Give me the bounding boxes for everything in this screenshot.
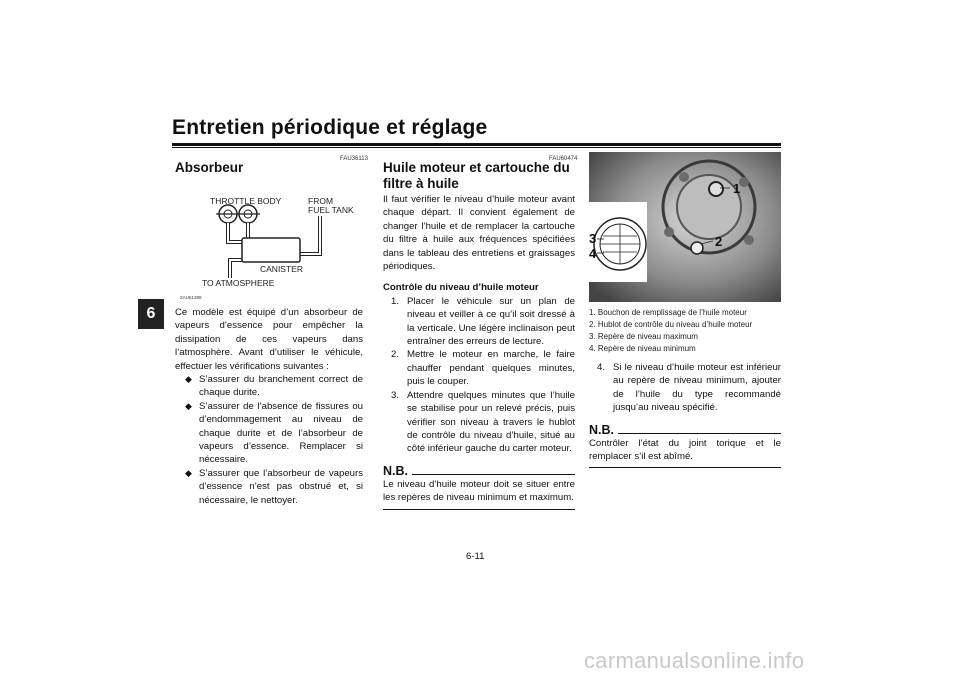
- subhead-oil-level: Contrôle du niveau d’huile moteur: [383, 282, 539, 294]
- bullet-icon: ◆: [185, 467, 192, 478]
- section-title-absorbeur: Absorbeur: [175, 160, 244, 175]
- label-canister: CANISTER: [260, 264, 303, 274]
- watermark: carmanualsonline.info: [584, 648, 805, 673]
- legend-item: 3. Repère de niveau maximum: [589, 332, 698, 341]
- section-code-absorbeur: FAU36113: [340, 156, 368, 162]
- spacer: [383, 273, 575, 281]
- step-number: 1.: [391, 295, 400, 307]
- bolt: [739, 177, 749, 187]
- note-text: Contrôler l’état du joint torique et le remplacer s’il est abîmé.: [589, 437, 781, 463]
- figure-legend: [589, 307, 781, 355]
- huile-intro: Il faut vérifier le niveau d’huile moteur avant chaque départ. Il convient également de changer l’huile et de remplacer la cartouche du filtre à huile aux fréquences spécifiées dans le tableau des entretiens et graissages périodiques.: [383, 194, 575, 273]
- hose-atmosphere: [230, 260, 244, 278]
- spacer: [589, 415, 781, 423]
- spacer: [383, 456, 575, 464]
- step-number: 4.: [597, 362, 606, 373]
- page-title: Entretien périodique et réglage: [172, 116, 488, 139]
- figure-body: [589, 361, 781, 468]
- header-rule-thin: [172, 147, 781, 148]
- callout-1: 1: [733, 181, 741, 196]
- section-code-huile: FAU60474: [549, 156, 578, 162]
- huile-body: [383, 193, 575, 510]
- bullet-text: S’assurer de l’absence de fissures ou d’endommagement au niveau de chaque durite et de l’absorbeur de vapeurs d’essence. Remplacer si nécessaire.: [199, 400, 363, 466]
- bolt: [744, 235, 754, 245]
- oil-check-steps: [383, 295, 575, 456]
- hose-atmosphere-inner: [230, 260, 244, 278]
- list-item: [383, 295, 575, 349]
- list-item: [383, 389, 575, 456]
- note-label: N.B.: [383, 463, 408, 478]
- bullet-text: S’assurer du branchement correct de chaque durite.: [199, 374, 363, 399]
- bullet-icon: ◆: [185, 374, 192, 385]
- bolt: [664, 227, 674, 237]
- bullet-icon: ◆: [185, 400, 192, 411]
- callout-3: 3: [589, 231, 597, 246]
- list-item: [175, 400, 363, 467]
- hose-fuel-tank-inner: [300, 216, 320, 254]
- step-number: 3.: [391, 389, 400, 401]
- absorbeur-intro: Ce modèle est équipé d’un absorbeur de vapeurs d’essence pour empêcher la dissipation de ces vapeurs dans l’atmosphère. Avant d’utiliser le véhicule, effectuer les vérifications suivantes :: [175, 307, 363, 372]
- note-text: Le niveau d’huile moteur doit se situer entre les repères de niveau minimum et maximum.: [383, 478, 575, 504]
- hose-fuel-tank: [300, 216, 320, 254]
- bullet-text: S’assurer que l’absorbeur de vapeurs d’essence n’est pas obstrué et, si nécessaire, le nettoyer.: [199, 467, 363, 506]
- canister-shape: [242, 238, 300, 262]
- note-rule: [618, 433, 781, 434]
- oil-filler-cap: [709, 182, 723, 196]
- note-header: [383, 464, 575, 478]
- label-to-atmosphere: TO ATMOSPHERE: [202, 278, 275, 288]
- step-text: Si le niveau d’huile moteur est inférieur au repère de niveau minimum, ajouter de l’huile du type recommandé jusqu’au niveau spécifié.: [613, 362, 781, 414]
- step-text: Placer le véhicule sur un plan de niveau et veiller à ce qu’il soit dressé à la verticale. Une légère inclinaison peut entraîner des erreurs de lecture.: [407, 295, 575, 348]
- section-title-huile: [383, 160, 575, 192]
- bolt: [679, 172, 689, 182]
- label-fuel-tank: FUEL TANK: [308, 205, 354, 215]
- note-end-rule: [589, 467, 781, 468]
- canister-diagram: [180, 186, 360, 294]
- engine-photo: [589, 152, 781, 302]
- note-header: [589, 423, 781, 437]
- step-number: 2.: [391, 349, 400, 361]
- diagram-ref: ZAU61389: [180, 295, 202, 300]
- label-from: FROM: [308, 196, 334, 206]
- list-item: [175, 467, 363, 507]
- title-line-2: filtre à huile: [383, 176, 459, 191]
- note-label: N.B.: [589, 422, 614, 437]
- note-end-rule: [383, 509, 575, 510]
- label-throttle-body: THROTTLE BODY: [210, 196, 282, 206]
- engine-cover-inner: [677, 175, 741, 239]
- legend-item: 4. Repère de niveau minimum: [589, 344, 696, 353]
- list-item: [175, 373, 363, 400]
- legend-item: 1. Bouchon de remplissage de l’huile moteur: [589, 308, 747, 317]
- absorbeur-checklist: [175, 373, 363, 507]
- step-text: Attendre quelques minutes que l’huile se stabilise pour un relevé précis, puis vérifier son niveau à travers le hublot de contrôle du niveau d’huile, situé au côté inférieur gauche du carter moteur.: [407, 389, 575, 455]
- oil-check-steps-continued: [589, 361, 781, 415]
- callout-4: 4: [589, 246, 597, 261]
- callout-2: 2: [715, 234, 723, 249]
- step-text: Mettre le moteur en marche, le faire chauffer pendant quelques minutes, puis le couper.: [407, 349, 575, 388]
- header-rule: [172, 143, 781, 146]
- absorbeur-body: [175, 306, 363, 507]
- chapter-tab: 6: [138, 299, 164, 329]
- title-line-1: Huile moteur et cartouche du: [383, 160, 570, 175]
- list-item: [383, 348, 575, 388]
- list-item: [589, 361, 781, 415]
- note-rule: [412, 474, 575, 475]
- page-number: 6-11: [466, 551, 485, 562]
- legend-item: 2. Hublot de contrôle du niveau d’huile moteur: [589, 320, 753, 329]
